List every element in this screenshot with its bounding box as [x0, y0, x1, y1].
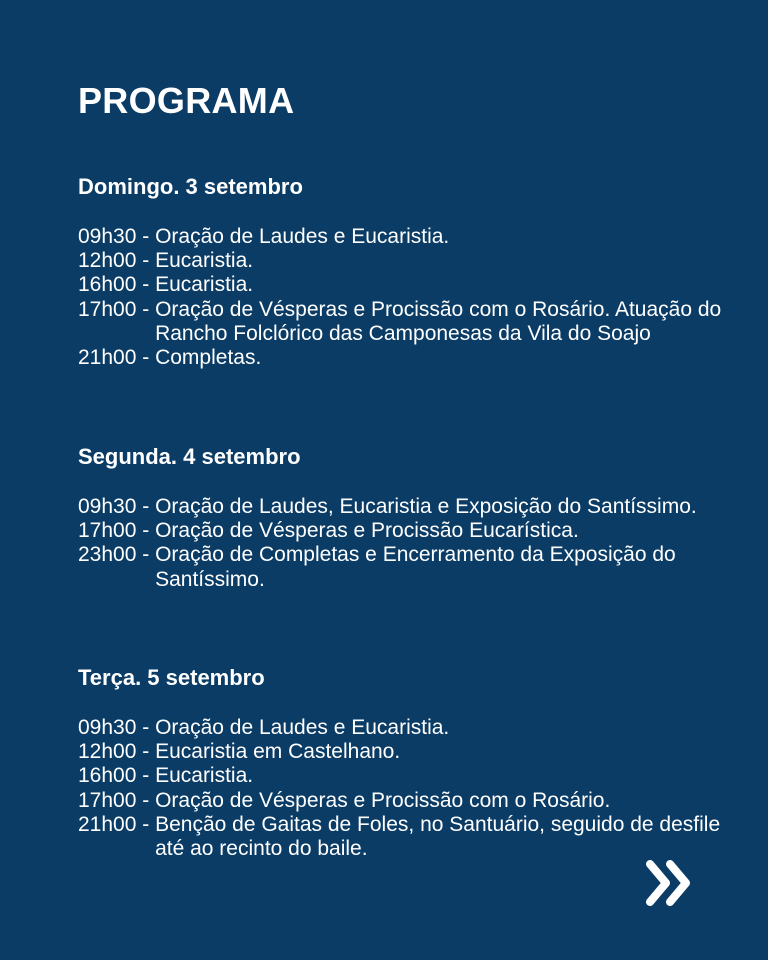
event-description: Oração de Vésperas e Procissão Eucarística. [155, 519, 579, 543]
event-list [78, 495, 728, 592]
event-list [78, 716, 728, 861]
day-title: Segunda. 4 setembro [78, 444, 301, 469]
double-chevron-right-icon [642, 856, 696, 910]
event-item: 17h00 - Oração de Vésperas e Procissão com o Rosário. Atuação do Rancho Folclórico das Camponesas da Vila do Soajo [78, 298, 728, 346]
event-item: 23h00 - Oração de Completas e Encerramento da Exposição do Santíssimo. [78, 543, 728, 591]
event-item: 16h00 - Eucaristia. [78, 273, 728, 297]
event-time: 21h00 [78, 346, 137, 370]
event-description: Eucaristia em Castelhano. [155, 740, 401, 764]
event-description: Oração de Laudes e Eucaristia. [155, 716, 450, 739]
event-time: 23h00 [78, 543, 137, 567]
event-description: Oração de Laudes, Eucaristia e Exposição do Santíssimo. [155, 495, 697, 518]
event-item: 12h00 - Eucaristia. [78, 249, 728, 273]
event-description: Oração de Completas e Encerramento da Exposição do Santíssimo. [155, 543, 676, 591]
event-time: 16h00 [78, 273, 137, 297]
event-description: Oração de Vésperas e Procissão com o Rosário. [155, 788, 611, 812]
event-item: 21h00 - Benção de Gaitas de Foles, no Santuário, seguido de desfile até ao recinto do baile. [78, 813, 728, 861]
day-section-monday [78, 443, 728, 592]
event-time: 17h00 [78, 788, 137, 812]
next-page-button[interactable] [642, 856, 696, 910]
event-time: 09h30 [78, 495, 137, 518]
event-time: 12h00 [78, 249, 137, 273]
page-title: PROGRAMA [78, 80, 295, 121]
event-description: Benção de Gaitas de Foles, no Santuário, seguido de desfile até ao recinto do baile. [155, 812, 721, 861]
day-title: Domingo. 3 setembro [78, 174, 303, 199]
event-list [78, 225, 728, 370]
event-item: 21h00 - Completas. [78, 346, 728, 370]
event-description: Eucaristia. [155, 764, 254, 788]
event-item: 12h00 - Eucaristia em Castelhano. [78, 740, 728, 764]
event-description: Oração de Laudes e Eucaristia. [155, 225, 450, 248]
event-description: Oração de Vésperas e Procissão com o Rosário. Atuação do Rancho Folclórico das Camponesas da Vila do Soajo [155, 297, 722, 345]
event-item: 17h00 - Oração de Vésperas e Procissão com o Rosário. [78, 789, 728, 813]
event-time: 16h00 [78, 764, 137, 788]
event-item: 16h00 - Eucaristia. [78, 764, 728, 788]
event-time: 17h00 [78, 297, 137, 321]
event-time: 09h30 [78, 225, 137, 248]
day-title: Terça. 5 setembro [78, 665, 265, 690]
day-section-sunday [78, 173, 728, 370]
event-item: 17h00 - Oração de Vésperas e Procissão Eucarística. [78, 519, 728, 543]
event-time: 17h00 [78, 519, 137, 543]
event-description: Completas. [155, 346, 262, 370]
event-time: 12h00 [78, 740, 137, 764]
event-time: 21h00 [78, 812, 137, 836]
event-description: Eucaristia. [155, 249, 254, 273]
event-description: Eucaristia. [155, 273, 254, 297]
event-item: 09h30 - Oração de Laudes, Eucaristia e Exposição do Santíssimo. [78, 495, 728, 519]
event-time: 09h30 [78, 716, 137, 739]
event-item: 09h30 - Oração de Laudes e Eucaristia. [78, 716, 728, 740]
day-section-tuesday [78, 664, 728, 861]
event-item: 09h30 - Oração de Laudes e Eucaristia. [78, 225, 728, 249]
